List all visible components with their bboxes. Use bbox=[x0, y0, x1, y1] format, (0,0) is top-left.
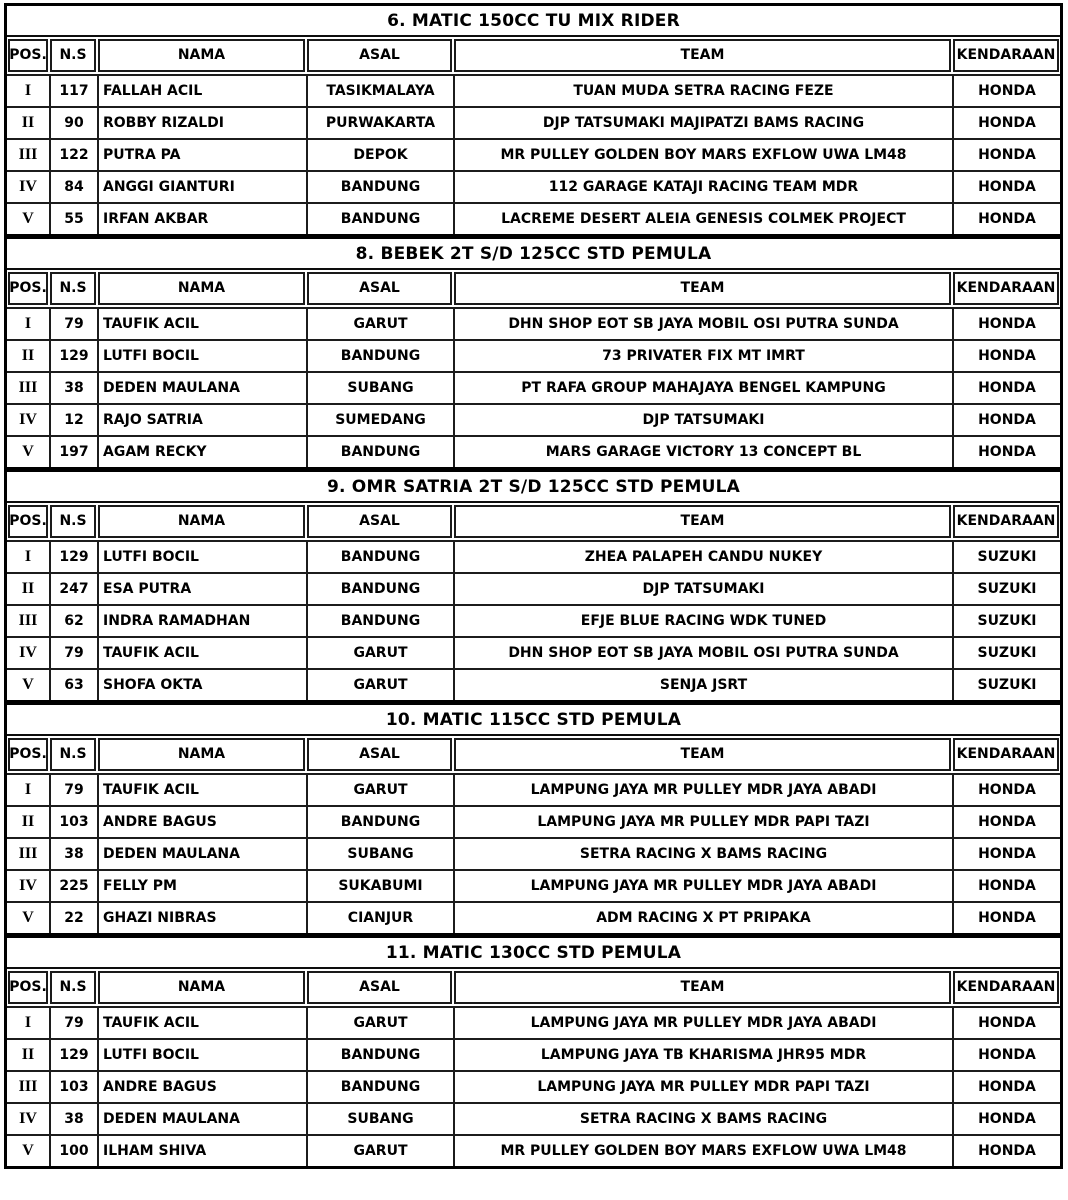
asal-cell: BANDUNG bbox=[306, 341, 453, 371]
ns-cell: 62 bbox=[49, 606, 97, 636]
kendaraan-cell: HONDA bbox=[952, 1136, 1060, 1166]
nama-cell: FALLAH ACIL bbox=[97, 76, 306, 106]
kendaraan-cell: HONDA bbox=[952, 309, 1060, 339]
team-cell: EFJE BLUE RACING WDK TUNED bbox=[453, 606, 952, 636]
table-title: 8. BEBEK 2T S/D 125CC STD PEMULA bbox=[7, 239, 1060, 270]
kendaraan-cell: HONDA bbox=[952, 1104, 1060, 1134]
table-row bbox=[7, 869, 1060, 901]
asal-cell: PURWAKARTA bbox=[306, 108, 453, 138]
asal-cell: BANDUNG bbox=[306, 437, 453, 467]
team-cell: DHN SHOP EOT SB JAYA MOBIL OSI PUTRA SUNDA bbox=[453, 309, 952, 339]
asal-cell: SUBANG bbox=[306, 373, 453, 403]
nama-cell: SHOFA OKTA bbox=[97, 670, 306, 700]
table-body bbox=[7, 74, 1060, 234]
table-row bbox=[7, 604, 1060, 636]
kendaraan-column-header: KENDARAAN bbox=[953, 738, 1059, 771]
asal-cell: GARUT bbox=[306, 1136, 453, 1166]
race-results-table bbox=[4, 469, 1063, 703]
nama-cell: RAJO SATRIA bbox=[97, 405, 306, 435]
pos-cell: V bbox=[22, 1142, 34, 1159]
table-body bbox=[7, 540, 1060, 700]
ns-cell: 225 bbox=[49, 871, 97, 901]
ns-cell: 55 bbox=[49, 204, 97, 234]
ns-cell: 79 bbox=[49, 1008, 97, 1038]
table-title: 11. MATIC 130CC STD PEMULA bbox=[7, 938, 1060, 969]
table-row bbox=[7, 540, 1060, 572]
pos-cell: I bbox=[24, 315, 32, 332]
ns-cell: 79 bbox=[49, 309, 97, 339]
kendaraan-cell: HONDA bbox=[952, 807, 1060, 837]
nama-cell: AGAM RECKY bbox=[97, 437, 306, 467]
pos-cell: V bbox=[22, 909, 34, 926]
asal-cell: BANDUNG bbox=[306, 574, 453, 604]
table-row bbox=[7, 837, 1060, 869]
nama-cell: FELLY PM bbox=[97, 871, 306, 901]
table-row bbox=[7, 773, 1060, 805]
nama-column-header: NAMA bbox=[98, 39, 305, 72]
team-column-header: TEAM bbox=[454, 971, 951, 1004]
team-cell: 112 GARAGE KATAJI RACING TEAM MDR bbox=[453, 172, 952, 202]
asal-column-header: ASAL bbox=[307, 272, 452, 305]
team-cell: DJP TATSUMAKI bbox=[453, 574, 952, 604]
team-cell: MARS GARAGE VICTORY 13 CONCEPT BL bbox=[453, 437, 952, 467]
table-row bbox=[7, 1102, 1060, 1134]
pos-column-header: POS. bbox=[8, 505, 48, 538]
race-results-table bbox=[4, 702, 1063, 936]
nama-cell: ESA PUTRA bbox=[97, 574, 306, 604]
asal-cell: SUBANG bbox=[306, 1104, 453, 1134]
table-row bbox=[7, 668, 1060, 700]
pos-column-header: POS. bbox=[8, 272, 48, 305]
asal-cell: BANDUNG bbox=[306, 1040, 453, 1070]
table-row bbox=[7, 1134, 1060, 1166]
asal-column-header: ASAL bbox=[307, 971, 452, 1004]
team-cell: LACREME DESERT ALEIA GENESIS COLMEK PROJECT bbox=[453, 204, 952, 234]
ns-cell: 38 bbox=[49, 373, 97, 403]
nama-cell: DEDEN MAULANA bbox=[97, 839, 306, 869]
nama-cell: ILHAM SHIVA bbox=[97, 1136, 306, 1166]
nama-column-header: NAMA bbox=[98, 272, 305, 305]
asal-cell: SUBANG bbox=[306, 839, 453, 869]
kendaraan-cell: HONDA bbox=[952, 1008, 1060, 1038]
nama-cell: INDRA RAMADHAN bbox=[97, 606, 306, 636]
asal-cell: SUKABUMI bbox=[306, 871, 453, 901]
table-row bbox=[7, 435, 1060, 467]
nama-cell: DEDEN MAULANA bbox=[97, 373, 306, 403]
ns-cell: 84 bbox=[49, 172, 97, 202]
nama-column-header: NAMA bbox=[98, 971, 305, 1004]
table-title: 6. MATIC 150CC TU MIX RIDER bbox=[7, 6, 1060, 37]
kendaraan-cell: SUZUKI bbox=[952, 670, 1060, 700]
team-cell: PT RAFA GROUP MAHAJAYA BENGEL KAMPUNG bbox=[453, 373, 952, 403]
asal-column-header: ASAL bbox=[307, 738, 452, 771]
team-cell: DHN SHOP EOT SB JAYA MOBIL OSI PUTRA SUNDA bbox=[453, 638, 952, 668]
ns-cell: 103 bbox=[49, 807, 97, 837]
nama-cell: ANGGI GIANTURI bbox=[97, 172, 306, 202]
ns-column-header: N.S bbox=[50, 971, 96, 1004]
pos-cell: III bbox=[18, 845, 38, 862]
team-cell: MR PULLEY GOLDEN BOY MARS EXFLOW UWA LM48 bbox=[453, 1136, 952, 1166]
ns-cell: 63 bbox=[49, 670, 97, 700]
table-header-row bbox=[7, 736, 1060, 773]
nama-cell: LUTFI BOCIL bbox=[97, 542, 306, 572]
team-cell: LAMPUNG JAYA TB KHARISMA JHR95 MDR bbox=[453, 1040, 952, 1070]
nama-column-header: NAMA bbox=[98, 738, 305, 771]
team-cell: LAMPUNG JAYA MR PULLEY MDR PAPI TAZI bbox=[453, 807, 952, 837]
asal-cell: BANDUNG bbox=[306, 542, 453, 572]
asal-cell: BANDUNG bbox=[306, 204, 453, 234]
pos-cell: I bbox=[24, 1014, 32, 1031]
table-row bbox=[7, 74, 1060, 106]
pos-cell: V bbox=[22, 210, 34, 227]
ns-cell: 197 bbox=[49, 437, 97, 467]
pos-column-header: POS. bbox=[8, 738, 48, 771]
team-cell: 73 PRIVATER FIX MT IMRT bbox=[453, 341, 952, 371]
race-results-table bbox=[4, 935, 1063, 1169]
ns-cell: 117 bbox=[49, 76, 97, 106]
kendaraan-cell: HONDA bbox=[952, 172, 1060, 202]
team-cell: ADM RACING X PT PRIPAKA bbox=[453, 903, 952, 933]
asal-cell: CIANJUR bbox=[306, 903, 453, 933]
ns-cell: 103 bbox=[49, 1072, 97, 1102]
pos-cell: III bbox=[18, 146, 38, 163]
table-title: 9. OMR SATRIA 2T S/D 125CC STD PEMULA bbox=[7, 472, 1060, 503]
team-cell: LAMPUNG JAYA MR PULLEY MDR JAYA ABADI bbox=[453, 1008, 952, 1038]
ns-cell: 90 bbox=[49, 108, 97, 138]
pos-cell: I bbox=[24, 82, 32, 99]
table-row bbox=[7, 1006, 1060, 1038]
kendaraan-cell: HONDA bbox=[952, 903, 1060, 933]
asal-cell: BANDUNG bbox=[306, 1072, 453, 1102]
pos-cell: II bbox=[21, 114, 35, 131]
pos-cell: IV bbox=[19, 877, 37, 894]
kendaraan-cell: SUZUKI bbox=[952, 574, 1060, 604]
ns-column-header: N.S bbox=[50, 272, 96, 305]
ns-cell: 129 bbox=[49, 542, 97, 572]
asal-cell: TASIKMALAYA bbox=[306, 76, 453, 106]
kendaraan-cell: HONDA bbox=[952, 76, 1060, 106]
asal-cell: GARUT bbox=[306, 775, 453, 805]
nama-cell: ANDRE BAGUS bbox=[97, 807, 306, 837]
kendaraan-cell: HONDA bbox=[952, 405, 1060, 435]
asal-cell: DEPOK bbox=[306, 140, 453, 170]
team-cell: LAMPUNG JAYA MR PULLEY MDR JAYA ABADI bbox=[453, 871, 952, 901]
kendaraan-cell: HONDA bbox=[952, 373, 1060, 403]
team-cell: LAMPUNG JAYA MR PULLEY MDR PAPI TAZI bbox=[453, 1072, 952, 1102]
ns-cell: 129 bbox=[49, 341, 97, 371]
pos-cell: II bbox=[21, 347, 35, 364]
pos-cell: I bbox=[24, 781, 32, 798]
pos-cell: II bbox=[21, 1046, 35, 1063]
pos-cell: III bbox=[18, 612, 38, 629]
kendaraan-cell: SUZUKI bbox=[952, 542, 1060, 572]
pos-column-header: POS. bbox=[8, 971, 48, 1004]
nama-cell: PUTRA PA bbox=[97, 140, 306, 170]
kendaraan-cell: HONDA bbox=[952, 204, 1060, 234]
race-results-table bbox=[4, 236, 1063, 470]
team-cell: LAMPUNG JAYA MR PULLEY MDR JAYA ABADI bbox=[453, 775, 952, 805]
table-body bbox=[7, 773, 1060, 933]
table-title: 10. MATIC 115CC STD PEMULA bbox=[7, 705, 1060, 736]
ns-cell: 129 bbox=[49, 1040, 97, 1070]
team-cell: DJP TATSUMAKI MAJIPATZI BAMS RACING bbox=[453, 108, 952, 138]
ns-column-header: N.S bbox=[50, 505, 96, 538]
kendaraan-cell: HONDA bbox=[952, 140, 1060, 170]
ns-cell: 122 bbox=[49, 140, 97, 170]
table-row bbox=[7, 106, 1060, 138]
asal-column-header: ASAL bbox=[307, 505, 452, 538]
kendaraan-cell: HONDA bbox=[952, 775, 1060, 805]
team-column-header: TEAM bbox=[454, 39, 951, 72]
nama-cell: TAUFIK ACIL bbox=[97, 1008, 306, 1038]
nama-cell: LUTFI BOCIL bbox=[97, 1040, 306, 1070]
ns-cell: 12 bbox=[49, 405, 97, 435]
ns-cell: 100 bbox=[49, 1136, 97, 1166]
nama-cell: DEDEN MAULANA bbox=[97, 1104, 306, 1134]
ns-cell: 38 bbox=[49, 839, 97, 869]
pos-cell: V bbox=[22, 676, 34, 693]
results-document bbox=[4, 3, 1063, 1169]
team-cell: MR PULLEY GOLDEN BOY MARS EXFLOW UWA LM48 bbox=[453, 140, 952, 170]
table-row bbox=[7, 572, 1060, 604]
pos-cell: II bbox=[21, 580, 35, 597]
team-cell: SETRA RACING X BAMS RACING bbox=[453, 839, 952, 869]
kendaraan-column-header: KENDARAAN bbox=[953, 39, 1059, 72]
ns-cell: 79 bbox=[49, 638, 97, 668]
table-row bbox=[7, 1070, 1060, 1102]
kendaraan-cell: HONDA bbox=[952, 1040, 1060, 1070]
table-row bbox=[7, 805, 1060, 837]
nama-cell: LUTFI BOCIL bbox=[97, 341, 306, 371]
ns-cell: 79 bbox=[49, 775, 97, 805]
asal-cell: GARUT bbox=[306, 638, 453, 668]
nama-cell: ROBBY RIZALDI bbox=[97, 108, 306, 138]
pos-cell: IV bbox=[19, 178, 37, 195]
asal-cell: BANDUNG bbox=[306, 606, 453, 636]
team-cell: TUAN MUDA SETRA RACING FEZE bbox=[453, 76, 952, 106]
table-row bbox=[7, 202, 1060, 234]
asal-cell: GARUT bbox=[306, 1008, 453, 1038]
table-row bbox=[7, 371, 1060, 403]
kendaraan-cell: HONDA bbox=[952, 871, 1060, 901]
race-results-table bbox=[4, 3, 1063, 237]
pos-cell: V bbox=[22, 443, 34, 460]
kendaraan-cell: HONDA bbox=[952, 341, 1060, 371]
team-cell: DJP TATSUMAKI bbox=[453, 405, 952, 435]
kendaraan-column-header: KENDARAAN bbox=[953, 971, 1059, 1004]
nama-cell: ANDRE BAGUS bbox=[97, 1072, 306, 1102]
kendaraan-column-header: KENDARAAN bbox=[953, 272, 1059, 305]
pos-cell: IV bbox=[19, 644, 37, 661]
kendaraan-cell: HONDA bbox=[952, 1072, 1060, 1102]
kendaraan-cell: SUZUKI bbox=[952, 606, 1060, 636]
asal-cell: BANDUNG bbox=[306, 172, 453, 202]
table-header-row bbox=[7, 270, 1060, 307]
table-row bbox=[7, 138, 1060, 170]
pos-cell: II bbox=[21, 813, 35, 830]
nama-cell: TAUFIK ACIL bbox=[97, 638, 306, 668]
kendaraan-cell: HONDA bbox=[952, 839, 1060, 869]
table-row bbox=[7, 403, 1060, 435]
pos-cell: III bbox=[18, 1078, 38, 1095]
kendaraan-cell: HONDA bbox=[952, 108, 1060, 138]
table-body bbox=[7, 307, 1060, 467]
table-row bbox=[7, 170, 1060, 202]
team-cell: SETRA RACING X BAMS RACING bbox=[453, 1104, 952, 1134]
table-row bbox=[7, 339, 1060, 371]
asal-cell: BANDUNG bbox=[306, 807, 453, 837]
table-body bbox=[7, 1006, 1060, 1166]
kendaraan-column-header: KENDARAAN bbox=[953, 505, 1059, 538]
pos-cell: IV bbox=[19, 1110, 37, 1127]
team-column-header: TEAM bbox=[454, 272, 951, 305]
team-column-header: TEAM bbox=[454, 505, 951, 538]
table-row bbox=[7, 636, 1060, 668]
table-header-row bbox=[7, 969, 1060, 1006]
nama-cell: TAUFIK ACIL bbox=[97, 309, 306, 339]
ns-cell: 22 bbox=[49, 903, 97, 933]
nama-cell: IRFAN AKBAR bbox=[97, 204, 306, 234]
pos-cell: III bbox=[18, 379, 38, 396]
ns-cell: 38 bbox=[49, 1104, 97, 1134]
team-cell: SENJA JSRT bbox=[453, 670, 952, 700]
nama-cell: TAUFIK ACIL bbox=[97, 775, 306, 805]
asal-cell: GARUT bbox=[306, 670, 453, 700]
kendaraan-cell: SUZUKI bbox=[952, 638, 1060, 668]
kendaraan-cell: HONDA bbox=[952, 437, 1060, 467]
nama-cell: GHAZI NIBRAS bbox=[97, 903, 306, 933]
pos-cell: IV bbox=[19, 411, 37, 428]
pos-column-header: POS. bbox=[8, 39, 48, 72]
table-row bbox=[7, 307, 1060, 339]
pos-cell: I bbox=[24, 548, 32, 565]
asal-cell: SUMEDANG bbox=[306, 405, 453, 435]
ns-column-header: N.S bbox=[50, 738, 96, 771]
team-column-header: TEAM bbox=[454, 738, 951, 771]
ns-cell: 247 bbox=[49, 574, 97, 604]
nama-column-header: NAMA bbox=[98, 505, 305, 538]
ns-column-header: N.S bbox=[50, 39, 96, 72]
asal-cell: GARUT bbox=[306, 309, 453, 339]
asal-column-header: ASAL bbox=[307, 39, 452, 72]
table-header-row bbox=[7, 503, 1060, 540]
table-header-row bbox=[7, 37, 1060, 74]
table-row bbox=[7, 901, 1060, 933]
table-row bbox=[7, 1038, 1060, 1070]
team-cell: ZHEA PALAPEH CANDU NUKEY bbox=[453, 542, 952, 572]
